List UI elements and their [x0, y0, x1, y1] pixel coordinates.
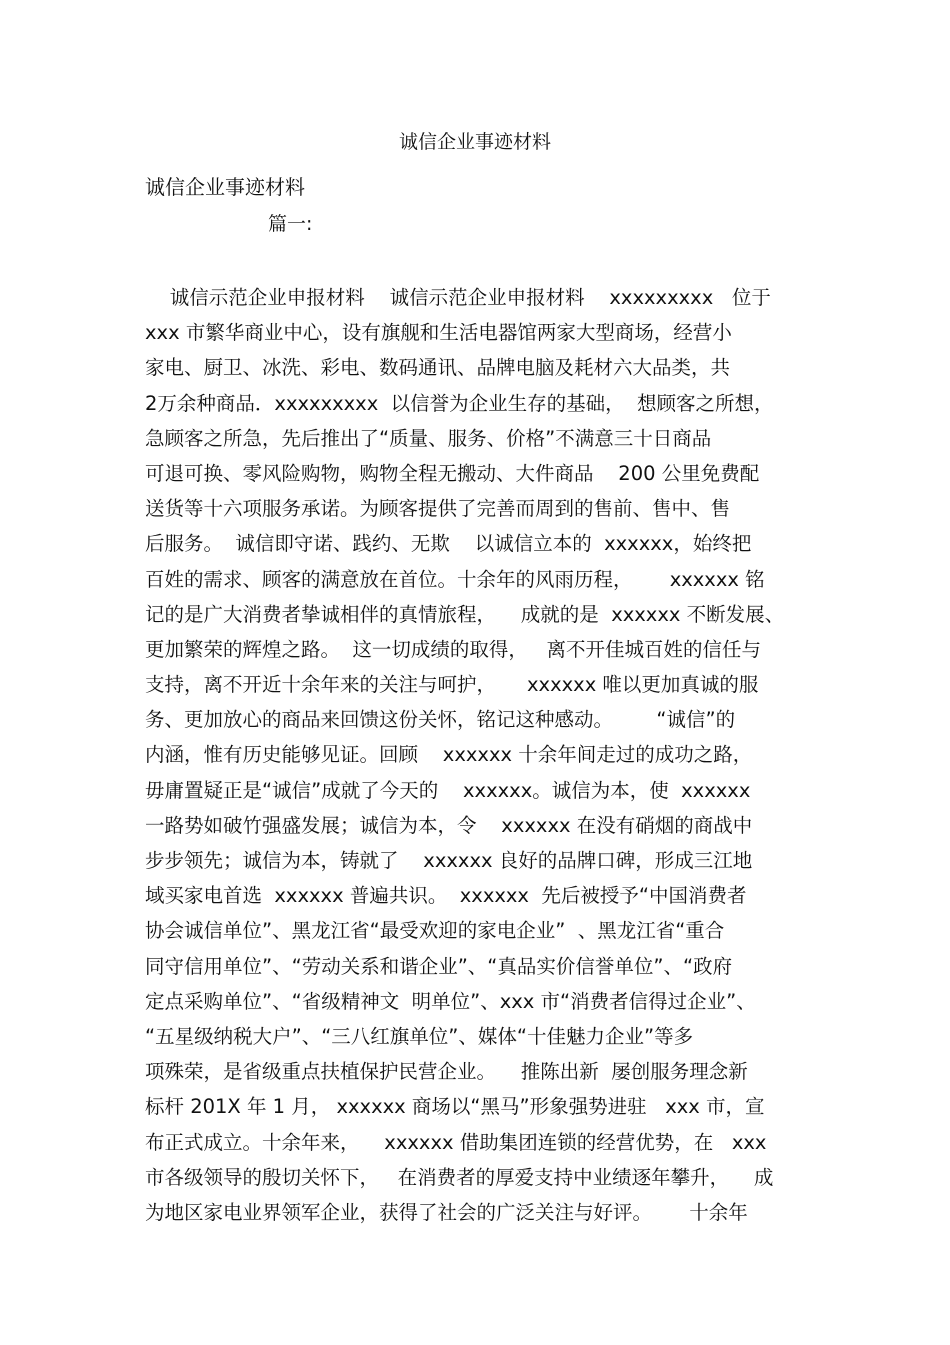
- body-line: 内涵，惟有历史能够见证。回顾 xxxxxx 十余年间走过的成功之路，: [145, 743, 753, 767]
- body-line: 布正式成立。十余年来， xxxxxx 借助集团连锁的经营优势，在 xxx: [145, 1130, 767, 1154]
- body-line: 市各级领导的殷切关怀下， 在消费者的厚爱支持中业绩逐年攀升， 成: [145, 1165, 774, 1189]
- body-line: 家电、厨卫、冰洗、彩电、数码通讯、品牌电脑及耗材六大品类，共: [145, 356, 731, 380]
- body-line: 送货等十六项服务承诺。为顾客提供了完善而周到的售前、售中、售: [145, 497, 731, 521]
- body-line: 项殊荣，是省级重点扶植保护民营企业。 推陈出新 屡创服务理念新: [145, 1060, 748, 1084]
- body-line: 步步领先；诚信为本，铸就了 xxxxxx 良好的品牌口碑，形成三江地: [145, 849, 753, 872]
- body-line: xxx 市繁华商业中心，设有旗舰和生活电器馆两家大型商场，经营小: [145, 321, 732, 345]
- body-line: 同守信用单位”、“劳动关系和谐企业”、“真品实价信誉单位”、“政府: [145, 954, 733, 978]
- body-line: 记的是广大消费者挚诚相伴的真情旅程， 成就的是 xxxxxx 不断发展、: [145, 602, 785, 626]
- body-text: [145, 280, 810, 1230]
- body-line: 更加繁荣的辉煌之路。 这一切成绩的取得， 离不开佳城百姓的信任与: [145, 637, 761, 661]
- body-line: 百姓的需求、顾客的满意放在首位。十余年的风雨历程， xxxxxx 铭: [145, 567, 765, 591]
- body-line: 后服务。 诚信即守诺、践约、无欺 以诚信立本的 xxxxxx，始终把: [145, 532, 752, 556]
- body-line: 域买家电首选 xxxxxx 普遍共识。 xxxxxx 先后被授予“中国消费者: [145, 884, 747, 908]
- body-line: 定点采购单位”、“省级精神文 明单位”、xxx 市“消费者信得过企业”、: [145, 989, 756, 1013]
- document-title: 诚信企业事迹材料: [398, 131, 551, 153]
- document-subtitle: 诚信企业事迹材料: [145, 175, 305, 199]
- body-line: 可退可换、零风险购物，购物全程无搬动、大件商品 200 公里免费配: [145, 461, 760, 485]
- body-line: 一路势如破竹强盛发展；诚信为本，令 xxxxxx 在没有硝烟的商战中: [145, 813, 753, 837]
- body-line: 标杆 201X 年 1 月， xxxxxx 商场以“黑马”形象强势进驻 xxx 市，宣: [145, 1095, 765, 1119]
- body-line: 毋庸置疑正是“诚信”成就了今天的 xxxxxx。诚信为本，使 xxxxxx: [145, 778, 751, 802]
- body-line: 2万余种商品．xxxxxxxxx 以信誉为企业生存的基础， 想顾客之所想，: [145, 391, 774, 415]
- body-line: 协会诚信单位”、黑龙江省“最受欢迎的家电企业” 、黑龙江省“重合: [145, 919, 725, 943]
- body-line: 为地区家电业界领军企业，获得了社会的广泛关注与好评。 十余年: [145, 1200, 748, 1224]
- body-line: 务、更加放心的商品来回馈这份关怀，铭记这种感动。 “诚信”的: [145, 708, 736, 732]
- section-label: 篇一:: [268, 213, 313, 235]
- body-line: “五星级纳税大户”、“三八红旗单位”、媒体“十佳魅力企业”等多: [145, 1024, 694, 1048]
- body-line: 支持，离不开近十余年来的关注与呵护， xxxxxx 唯以更加真诚的服: [145, 673, 759, 697]
- body-line: 急顾客之所急，先后推出了“质量、服务、价格”不满意三十日商品: [145, 426, 712, 450]
- body-line: 诚信示范企业申报材料 诚信示范企业申报材料 xxxxxxxxx 位于: [145, 286, 771, 309]
